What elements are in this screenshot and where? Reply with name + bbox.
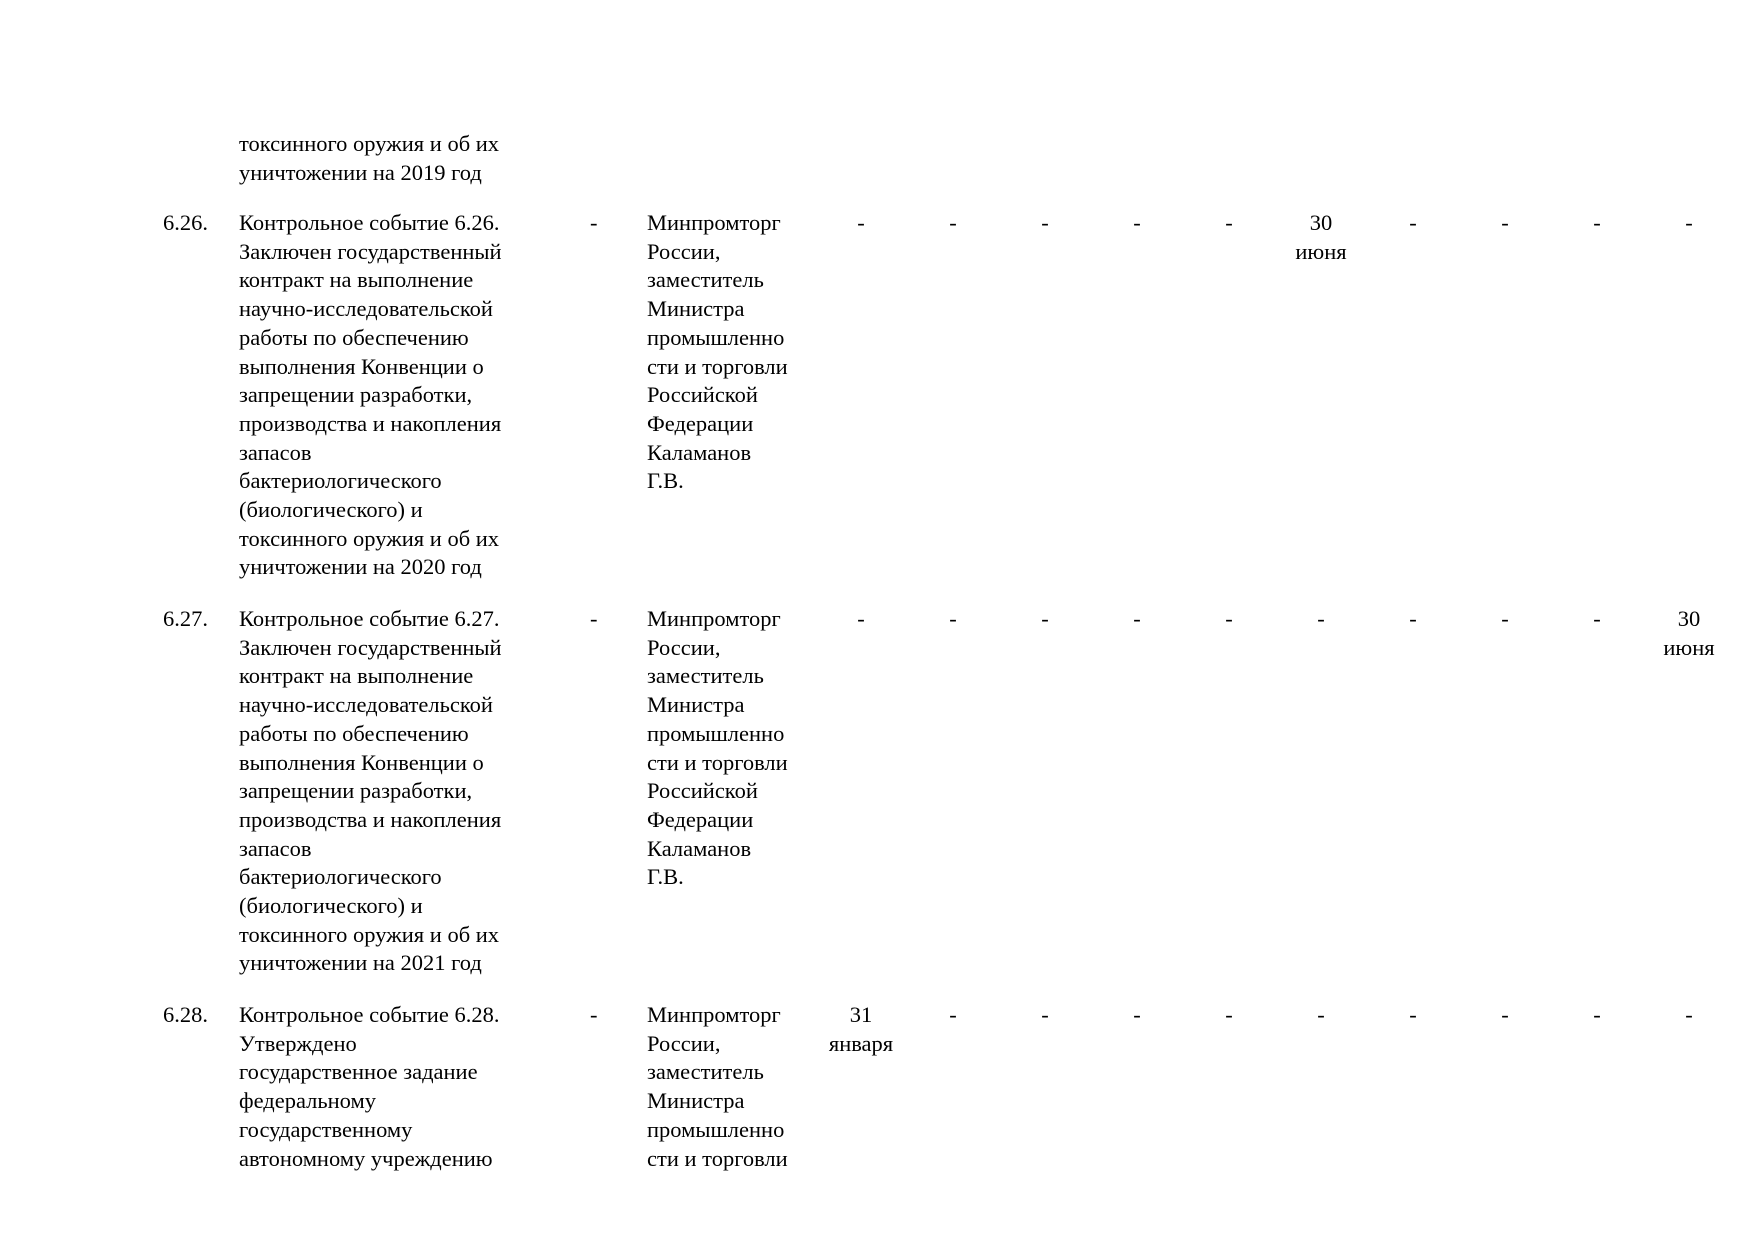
text-line: Каламанов [647,835,752,861]
text-line: государственное задание [239,1059,478,1085]
text-line: производства и накопления [239,806,502,832]
schedule-cell [1557,1001,1637,1030]
schedule-cell [1373,1001,1453,1030]
text-line: бактериологического [239,468,442,494]
schedule-cell [1097,209,1177,238]
schedule-cell [1557,209,1637,238]
text-line: - [1685,1002,1693,1027]
text-line: промышленно [647,720,785,746]
text-line: сти и торговли [647,1145,788,1171]
event-description [239,605,539,978]
responsible-executor [647,1001,822,1173]
text-line: Г.В. [647,468,684,494]
schedule-cell [1465,605,1545,634]
text-line: - [1317,606,1325,631]
text-line: России, [647,238,721,264]
text-line: бактериологического [239,864,442,890]
text-line: Контрольное событие 6.27. [239,606,500,631]
cell-dash: - [590,606,598,631]
text-line: уничтожении на 2019 год [239,159,482,185]
text-line: - [1685,210,1693,235]
text-line: - [1133,606,1141,631]
text-line: запрещении разработки, [239,778,473,804]
text-line: производства и накопления [239,410,502,436]
schedule-cell [1005,605,1085,634]
row-number: 6.26. [163,210,208,235]
schedule-cell [821,1001,901,1058]
text-line: Утверждено [239,1030,357,1056]
text-line: - [1593,210,1601,235]
text-line: июня [1295,238,1347,264]
text-line: уничтожении на 2020 год [239,554,482,580]
text-line: Минпромторг [647,1002,781,1027]
text-line: - [949,210,957,235]
schedule-cell [1189,1001,1269,1030]
event-description [239,209,539,582]
text-line: Минпромторг [647,210,781,235]
text-line: запасов [239,439,312,465]
text-line: промышленно [647,324,785,350]
text-line: Каламанов [647,439,752,465]
text-line: Заключен государственный [239,634,502,660]
text-line: сти и торговли [647,353,788,379]
text-line: Федерации [647,806,754,832]
schedule-cell [1649,605,1729,662]
schedule-cell [1281,209,1361,266]
text-line: января [828,1030,894,1056]
text-line: - [1501,606,1509,631]
text-line: - [857,606,865,631]
text-line: заместитель [647,663,764,689]
text-line: контракт на выполнение [239,267,474,293]
schedule-cell [1373,605,1453,634]
text-line: - [857,210,865,235]
text-line: промышленно [647,1116,785,1142]
text-line: Контрольное событие 6.26. [239,210,500,235]
text-line: - [1133,210,1141,235]
text-line: - [1501,1002,1509,1027]
text-line: федеральному [239,1088,376,1114]
schedule-cell [1557,605,1637,634]
text-line: (биологического) и [239,893,423,919]
text-line: - [1593,606,1601,631]
schedule-cell [1373,209,1453,238]
text-line: - [1133,1002,1141,1027]
text-line: России, [647,634,721,660]
text-line: заместитель [647,267,764,293]
schedule-cell [913,1001,993,1030]
text-line: - [1225,1002,1233,1027]
schedule-cell [821,605,901,634]
schedule-cell [821,209,901,238]
text-line: заместитель [647,1059,764,1085]
schedule-cell [1465,1001,1545,1030]
schedule-cell [1005,1001,1085,1030]
text-line: - [1317,1002,1325,1027]
text-line: научно-исследовательской [239,296,493,322]
text-line: 31 [849,1002,873,1027]
text-line: Российской [647,382,758,408]
text-line: Контрольное событие 6.28. [239,1002,500,1027]
text-line: - [949,606,957,631]
schedule-cell [1281,605,1361,634]
responsible-executor [647,209,822,496]
text-line: Г.В. [647,864,684,890]
text-line: - [1041,1002,1049,1027]
schedule-cell [913,605,993,634]
text-line: - [1501,210,1509,235]
row-number: 6.27. [163,606,208,631]
schedule-cell [913,209,993,238]
schedule-cell [1281,1001,1361,1030]
schedule-cell [1005,209,1085,238]
text-line: запасов [239,835,312,861]
schedule-cell [1189,209,1269,238]
schedule-cell [1097,605,1177,634]
text-line: - [1041,606,1049,631]
schedule-cell [1189,605,1269,634]
text-line: выполнения Конвенции о [239,749,484,775]
text-line: - [1409,210,1417,235]
text-line: Российской [647,778,758,804]
text-line: - [1225,606,1233,631]
cell-dash: - [590,1002,598,1027]
text-line: России, [647,1030,721,1056]
text-line: Заключен государственный [239,238,502,264]
text-line: Министра [647,1088,745,1114]
text-line: (биологического) и [239,497,423,523]
text-line: научно-исследовательской [239,692,493,718]
continuation-text [239,130,539,187]
text-line: - [1409,606,1417,631]
schedule-cell [1649,1001,1729,1030]
text-line: Федерации [647,410,754,436]
text-line: токсинного оружия и об их [239,131,500,156]
text-line: сти и торговли [647,749,788,775]
schedule-cell [1649,209,1729,238]
text-line: уничтожении на 2021 год [239,950,482,976]
text-line: Министра [647,296,745,322]
cell-dash: - [590,210,598,235]
schedule-cell [1097,1001,1177,1030]
text-line: - [949,1002,957,1027]
text-line: работы по обеспечению [239,720,469,746]
text-line: токсинного оружия и об их [239,525,500,551]
text-line: государственному [239,1116,413,1142]
text-line: - [1041,210,1049,235]
text-line: 30 [1309,210,1333,235]
text-line: - [1593,1002,1601,1027]
responsible-executor [647,605,822,892]
text-line: запрещении разработки, [239,382,473,408]
text-line: - [1225,210,1233,235]
text-line: токсинного оружия и об их [239,921,500,947]
text-line: июня [1663,634,1715,660]
text-line: автономному учреждению [239,1145,493,1171]
text-line: Министра [647,692,745,718]
text-line: Минпромторг [647,606,781,631]
text-line: 30 [1677,606,1701,631]
text-line: контракт на выполнение [239,663,474,689]
event-description [239,1001,539,1173]
schedule-cell [1465,209,1545,238]
row-number: 6.28. [163,1002,208,1027]
text-line: выполнения Конвенции о [239,353,484,379]
text-line: - [1409,1002,1417,1027]
text-line: работы по обеспечению [239,324,469,350]
